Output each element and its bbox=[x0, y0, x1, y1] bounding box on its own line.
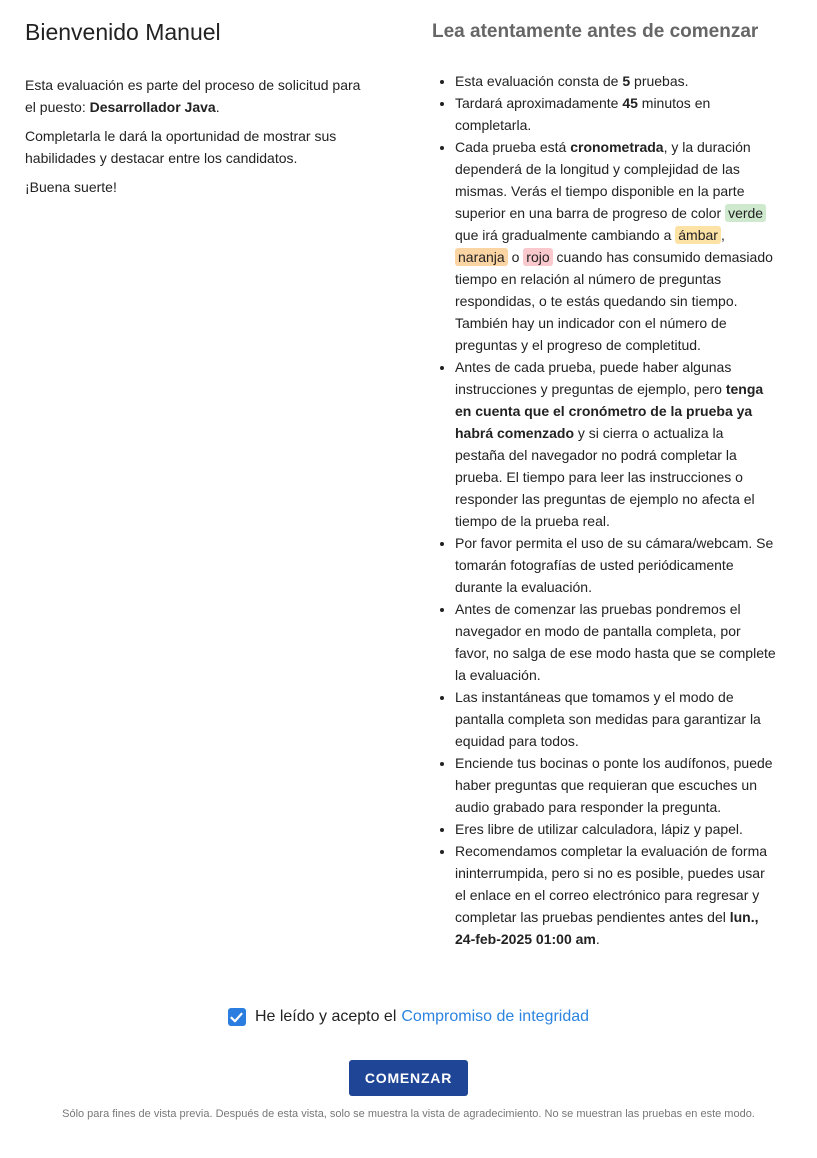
list-item: • Por favor permita el uso de su cámara/webcam. Se tomarán fotografías de usted periódicamente durante la evaluación. bbox=[455, 532, 777, 598]
start-button[interactable]: COMENZAR bbox=[349, 1060, 468, 1096]
preview-footnote: Sólo para fines de vista previa. Después de esta vista, solo se muestra la vista de agradecimiento. No se muestran las pruebas en este modo. bbox=[62, 1108, 755, 1120]
instructions-list bbox=[432, 70, 777, 950]
good-luck-text: ¡Buena suerte! bbox=[25, 179, 117, 195]
integrity-commitment-link[interactable]: Compromiso de integridad bbox=[401, 1008, 590, 1025]
color-tag-amber: ámbar bbox=[675, 226, 721, 244]
checkmark-icon bbox=[230, 1011, 243, 1024]
list-item: • Antes de cada prueba, puede haber algunas instrucciones y preguntas de ejemplo, pero tenga en cuenta que el cronómetro de la prueba ya habrá comenzado y si cierra o actualiza la pestaña del navegador no podrá completar la prueba. El tiempo para leer las instrucciones o responder las preguntas de ejemplo no afecta el tiempo de la prueba real. bbox=[455, 356, 777, 532]
color-tag-green: verde bbox=[725, 204, 766, 222]
consent-label: He leído y acepto el bbox=[254, 1008, 397, 1025]
instructions-title: Lea atentamente antes de comenzar bbox=[432, 21, 759, 42]
list-item: • Cada prueba está cronometrada, y la duración dependerá de la longitud y complejidad de las mismas. Verás el tiempo disponible en la parte superior en una barra de progreso de color verde que irá gradualmente cambiando a ámbar , naranja o rojo cuando has consumido demasiado tiempo en relación al número de preguntas respondidas, o te estás quedando sin tiempo. También hay un indicador con el número de preguntas y el progreso de completitud. bbox=[455, 136, 777, 356]
list-item: • Tardará aproximadamente 45 minutos en completarla. bbox=[455, 92, 777, 136]
opportunity-paragraph: Completarla le dará la oportunidad de mostrar sus habilidades y destacar entre los candidatos. bbox=[25, 128, 337, 166]
list-item: • Las instantáneas que tomamos y el modo de pantalla completa son medidas para garantizar la equidad para todos. bbox=[455, 686, 777, 752]
position-period: . bbox=[215, 99, 220, 115]
list-item: • Antes de comenzar las pruebas pondremos el navegador en modo de pantalla completa, por favor, no salga de ese modo hasta que se complete la evaluación. bbox=[455, 598, 777, 686]
welcome-title: Bienvenido Manuel bbox=[25, 19, 221, 45]
color-tag-red: rojo bbox=[523, 248, 552, 266]
list-item: • Enciende tus bocinas o ponte los audífonos, puede haber preguntas que requieran que escuches un audio grabado para responder la pregunta. bbox=[455, 752, 777, 818]
position-intro-text: Esta evaluación es parte del proceso de solicitud para el puesto: bbox=[25, 77, 361, 115]
instructions-panel bbox=[432, 18, 777, 950]
list-item: • Recomendamos completar la evaluación de forma ininterrumpida, pero si no es posible, puedes usar el enlace en el correo electrónico para regresar y completar las pruebas pendientes antes del lun., 24-feb-2025 01:00 am. bbox=[455, 840, 777, 950]
position-name: Desarrollador Java bbox=[89, 99, 216, 115]
start-button-wrap bbox=[0, 1060, 817, 1096]
welcome-panel bbox=[25, 18, 375, 205]
position-paragraph bbox=[25, 74, 375, 118]
color-tag-orange: naranja bbox=[455, 248, 508, 266]
list-item: • Eres libre de utilizar calculadora, lápiz y papel. bbox=[455, 818, 777, 840]
list-item: • Esta evaluación consta de 5 pruebas. bbox=[455, 70, 777, 92]
consent-checkbox[interactable] bbox=[228, 1008, 246, 1026]
integrity-consent bbox=[0, 1008, 817, 1026]
